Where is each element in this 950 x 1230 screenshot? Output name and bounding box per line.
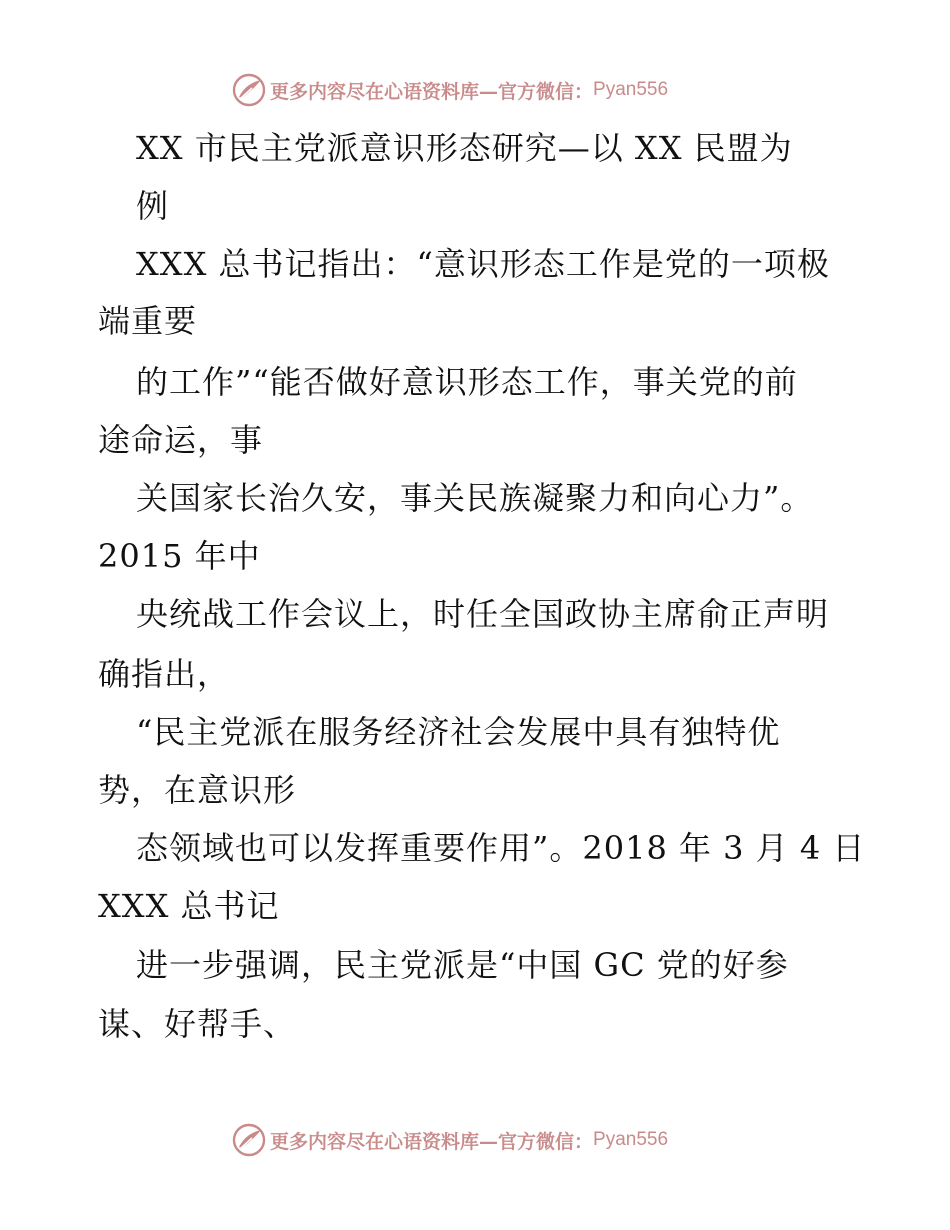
paragraph-line: 央统战工作会议上，时任全国政协主席俞正声明 bbox=[136, 595, 830, 633]
banner-text: 更多内容尽在心语资料库—官方微信： bbox=[270, 1130, 594, 1153]
paragraph-line: 的工作”“能否做好意识形态工作，事关党的前 bbox=[136, 363, 798, 401]
paragraph-line: 关国家长治久安，事关民族凝聚力和向心力”。 bbox=[136, 479, 814, 517]
footer-banner bbox=[232, 1120, 668, 1160]
paragraph-line: 势，在意识形 bbox=[98, 771, 297, 809]
paragraph-line: 途命运，事 bbox=[98, 421, 264, 459]
paragraph-line: 进一步强调，民主党派是“中国 GC 党的好参 bbox=[136, 946, 789, 984]
quill-logo-icon bbox=[232, 1123, 266, 1157]
quill-logo-icon bbox=[232, 73, 266, 107]
paragraph-line: 确指出， bbox=[98, 655, 231, 693]
banner-text: 更多内容尽在心语资料库—官方微信： bbox=[270, 80, 594, 103]
paragraph-line: XXX 总书记指出：“意识形态工作是党的一项极 bbox=[136, 245, 830, 283]
paragraph-line: 2015 年中 bbox=[98, 537, 261, 575]
title-line-1: XX 市民主党派意识形态研究—以 XX 民盟为 bbox=[136, 129, 793, 167]
paragraph-line: XXX 总书记 bbox=[98, 887, 280, 925]
banner-wechat-id: Pyan556 bbox=[593, 1129, 669, 1150]
paragraph-line: 端重要 bbox=[98, 302, 198, 340]
header-banner bbox=[232, 70, 668, 110]
paragraph-line: 态领域也可以发挥重要作用”。2018 年 3 月 4 日 bbox=[136, 829, 866, 867]
paragraph-line: 谋、好帮手、 bbox=[98, 1005, 297, 1043]
banner-wechat-id: Pyan556 bbox=[593, 79, 669, 100]
title-line-2: 例 bbox=[136, 187, 170, 225]
paragraph-line: “民主党派在服务经济社会发展中具有独特优 bbox=[136, 713, 781, 751]
